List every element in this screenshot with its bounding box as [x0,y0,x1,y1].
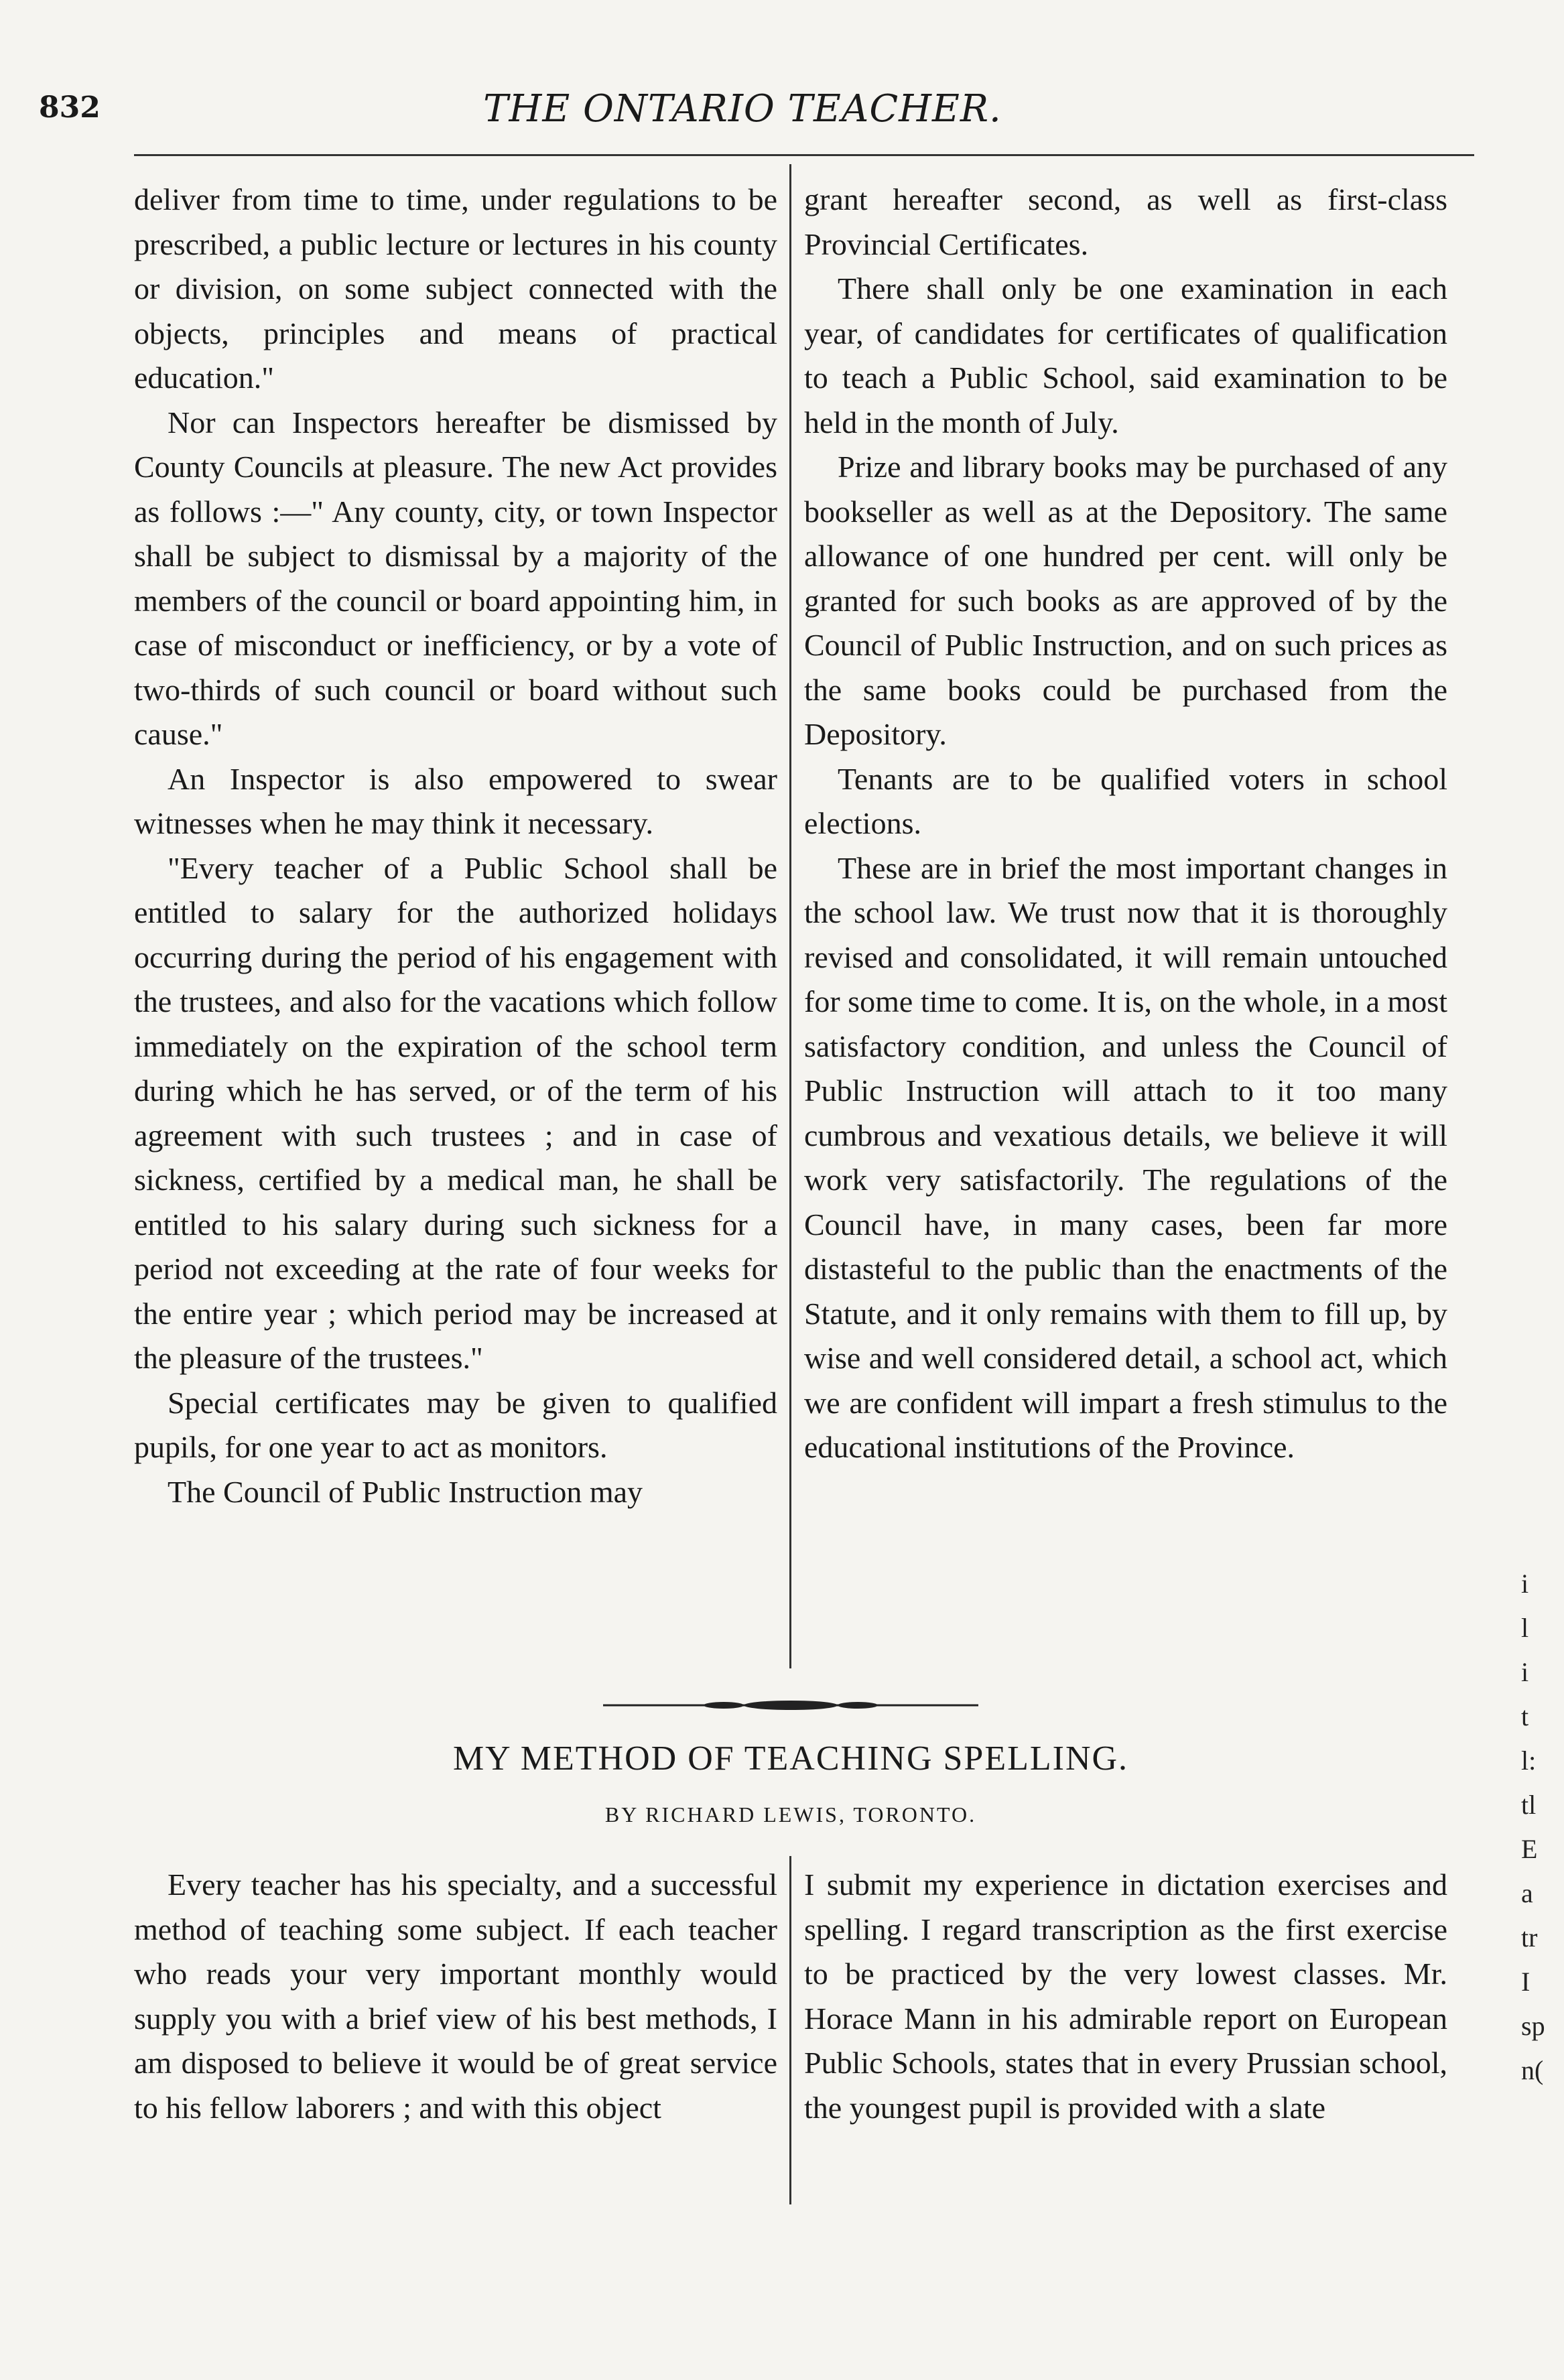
margin-fragment: a [1521,1878,1533,1908]
margin-fragment: I [1521,1967,1530,1997]
margin-fragment: n( [1521,2055,1544,2085]
article-title: MY METHOD OF TEACHING SPELLING. [452,1739,1129,1778]
paragraph: These are in brief the most important changes in the school law. We trust now that it is thoroughly revised and consolidated, it will remain untouched for some time to come. It is, on the whole, in a most satisfactory condition, and unless the Council of Public Instruction will attach to it too many cumbrous and vexatious details, we believe it will work very satisfactorily. The regulations of the Council have, in many cases, been far more distasteful to the public than the enactments of the Statute, and it only remains with them to fill up, by wise and well considered detail, a school act, which we are confident will impart a fresh stimulus to the educational institutions of the Province. [804,850,1447,1464]
column-divider [789,164,791,1668]
margin-fragment: i [1521,1657,1529,1687]
paragraph: There shall only be one examination in each year, of candidates for certificates of qualification to teach a Public School, said examination to be held in the month of July. [804,271,1447,440]
page-number: 832 [39,90,101,125]
margin-fragment: t [1521,1701,1529,1731]
article-byline: BY RICHARD LEWIS, TORONTO. [604,1802,977,1827]
paragraph: Prize and library books may be purchased of any bookseller as well as at the Depository. The same allowance of one hundred per cent. will only be granted for such books as are approved of by the Council of Public Instruction, and on such prices as the same books could be purchased from the Depository. [804,450,1447,751]
margin-fragment: sp [1521,2011,1545,2041]
paragraph: "Every teacher of a Public School shall be entitled to salary for the authorized holidays occurring during the period of his engagement with the trustees, and also for the vacations which follow immediately on the expiration of the school term during which he has served, or of the term of his agreement with such trustees ; and in case of sickness, certified by a medical man, he shall be entitled to his salary during such sickness for a period not exceeding at the rate of four weeks for the entire year ; which period may be increased at the pleasure of the trustees." [134,850,777,1375]
page-header [39,70,1446,137]
margin-fragment: tr [1521,1922,1538,1953]
running-title: THE ONTARIO TEACHER. [483,87,1002,131]
paragraph: The Council of Public Instruction may [168,1474,643,1509]
paragraph: deliver from time to time, under regulations to be prescribed, a public lecture or lectures in his county or division, on some subject connected with the objects, principles and means of practical education." [134,182,777,395]
paragraph: Every teacher has his specialty, and a successful method of teaching some subject. If each teacher who reads your very important monthly would supply you with a brief view of his best methods, I am disposed to believe it would be of great service to his fellow laborers ; and with this object [134,1867,777,2125]
article-column-left [134,1863,777,2130]
margin-fragment: tl [1521,1790,1537,1820]
margin-fragment: E [1521,1834,1538,1864]
header-rule [134,154,1474,156]
column-right [804,178,1447,1470]
margin-fragment: l: [1521,1745,1537,1776]
column-left [134,178,777,1514]
paragraph: I submit my experience in dictation exercises and spelling. I regard transcription as the first exercise to be practiced by the very lowest classes. Mr. Horace Mann in his admirable report on European Public Schools, states that in every Prussian school, the youngest pupil is provided with a slate [804,1867,1447,2125]
paragraph: An Inspector is also empowered to swear witnesses when he may think it necessary. [134,761,777,840]
article-column-right [804,1863,1447,2130]
paragraph: Special certificates may be given to qualified pupils, for one year to act as monitors. [134,1385,777,1464]
margin-fragment: i [1521,1569,1529,1599]
margin-fragment: l [1521,1613,1529,1643]
paragraph: grant hereafter second, as well as first-class Provincial Certificates. [804,182,1447,261]
section-ornament [590,1695,992,1715]
paragraph: Tenants are to be qualified voters in school elections. [804,761,1447,840]
paragraph: Nor can Inspectors hereafter be dismissed by County Councils at pleasure. The new Act provides as follows :—" Any county, city, or town Inspector shall be subject to dismissal by a majority of the members of the council or board appointing him, in case of misconduct or inefficiency, or by a vote of two-thirds of such council or board without such cause." [134,405,777,751]
article-column-divider [789,1856,791,2204]
